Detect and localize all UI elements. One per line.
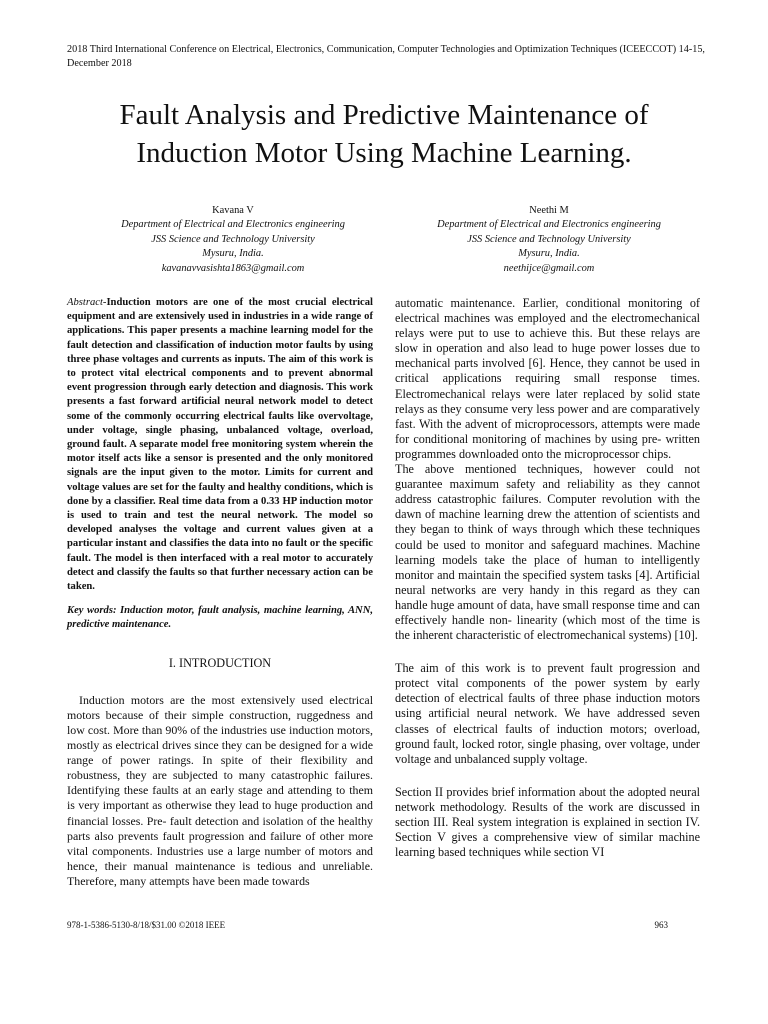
author-email: neethijce@gmail.com — [503, 262, 595, 274]
abstract — [67, 296, 373, 594]
footer-copyright: 978-1-5386-5130-8/18/$31.00 ©2018 IEEE — [67, 920, 226, 930]
conference-header: 2018 Third International Conference on Electrical, Electronics, Communication, Computer Technologies and Optimization Techniques (ICEECCOT) 14-15, December 2018 — [67, 44, 705, 69]
title-line-2: Induction Motor Using Machine Learning. — [136, 137, 632, 169]
author-university: JSS Science and Technology University — [467, 233, 631, 245]
title-line-1: Fault Analysis and Predictive Maintenance of — [119, 99, 649, 131]
section-heading-introduction: I. INTRODUCTION — [168, 655, 272, 670]
author-block-2 — [384, 204, 714, 276]
author-location: Mysuru, India. — [518, 248, 580, 260]
abstract-text: Induction motors are one of the most crucial electrical equipment and are extensively used in industries in a wide range of applications. This paper presents a machine learning model for the fault detection and classification of induction motor faults by using three phase voltages and currents as inputs. The aim of this work is to protect vital electrical components and to prevent abnormal event progression through early detection and diagnosis. This work presents a fast forward artificial neural network model to detect some of the commonly occurring electrical faults like overvoltage, under voltage, single phasing, unbalanced voltage, overload, ground fault. A separate model free monitoring system wherein the motor itself acts like a sensor is presented and the only monitored signals are the input given to the motor. Limits for current and voltage values are set for the faulty and healthy conditions, which is done by a classifier. Real time data from a 0.33 HP induction motor is used to train and test the neural network. The model so developed analyses the voltage and current values given at a particular instant and classifies the data into no fault or the specific fault. The model is then interfaced with a real motor to accurately detect and classify the faults so that further necessary action can be taken. — [67, 297, 373, 593]
page-number: 963 — [654, 920, 668, 930]
right-paragraph-1: automatic maintenance. Earlier, conditional monitoring of electrical machines was employed and the electromechanical relays were put to use to achieve this. But these relays are slow in operation and also lead to huge power losses due to mechanical parts involved [6]. Hence, they cannot be used in critical applications requiring small response times. Electromechanical relays were later replaced by solid state relays as they consume very less power and are comparatively fast. With the advent of microprocessors, attempts were made for conditional monitoring of machines by using pre- written programmes downloaded onto the microprocessor chips. — [395, 296, 700, 461]
author-email: kavanavvasishta1863@gmail.com — [161, 262, 305, 274]
intro-paragraph: Induction motors are the most extensively used electrical motors because of their simple construction, ruggedness and low cost. More than 90% of the industries use induction motors, mostly as electrical drives since they can be designed for a wide range of power ratings. In spite of their flexibility and robustness, they are subjected to many catastrophic failures. Identifying these faults at an early stage and attending to them is very important as otherwise they lead to huge production and financial losses. Pre- fault detection and isolation of the healthy parts also prevents fault progression and failure of other more vital components. Industries use a large number of motors and hence, their manual maintenance is tedious and unreliable. Therefore, many attempts have been made towards — [67, 692, 373, 888]
author-name: Neethi M — [529, 205, 569, 216]
author-university: JSS Science and Technology University — [151, 233, 315, 245]
right-paragraph-2: The above mentioned techniques, however could not guarantee maximum safety and reliability as they cannot address catastrophic failures. Computer revolution with the dawn of machine learning drew the attention of scientists and they began to think of ways through which these techniques could be used to monitor and safeguard machines. Machine learning models take the place of human to intelligently monitor and maintain the specified system tasks [4]. Artificial neural networks are very handy in this regard as they can handle huge amount of data, have small response time and can effectively handle non- linearity (which most of the time is the inherent characteristic of electromechanical systems) [10]. — [395, 462, 700, 643]
abstract-lead: Abstract- — [67, 297, 107, 308]
keywords: Key words: Induction motor, fault analysis, machine learning, ANN, predictive maintenance. — [67, 605, 373, 631]
right-column — [395, 296, 700, 860]
author-block-1 — [68, 204, 398, 276]
left-column — [67, 296, 373, 889]
right-paragraph-4: Section II provides brief information about the adopted neural network methodology. Results of the work are discussed in section III. Real system integration is explained in section IV. Section V gives a comprehensive view of similar machine learning based techniques while section VI — [395, 784, 700, 860]
author-department: Department of Electrical and Electronics engineering — [121, 219, 345, 231]
right-paragraph-3: The aim of this work is to prevent fault progression and protect vital components of the power system by early detection of electrical faults of three phase induction motors using artificial neural network. We have addressed seven classes of electrical faults of induction motors; overload, ground fault, locked rotor, single phasing, over voltage, under voltage and unbalanced supply voltage. — [395, 661, 700, 766]
author-location: Mysuru, India. — [202, 248, 264, 260]
paper-title — [40, 96, 728, 172]
author-name: Kavana V — [212, 205, 254, 216]
author-department: Department of Electrical and Electronics engineering — [437, 219, 661, 231]
